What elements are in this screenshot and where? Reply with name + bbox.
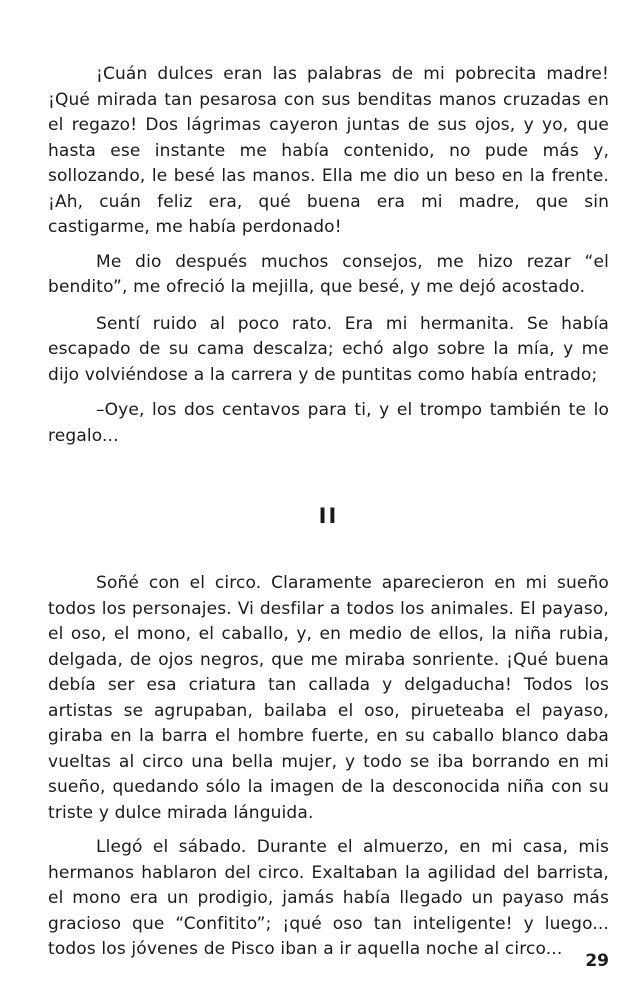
paragraph-dialogue: –Oye, los dos centavos para ti, y el trompo también te lo regalo... bbox=[48, 400, 609, 446]
paragraph-advice: Me dio después muchos consejos, me hizo rezar “el bendito”, me ofreció la mejilla, que besé, y me dejó acostado. bbox=[48, 251, 609, 297]
chapter-heading: II bbox=[318, 504, 339, 528]
paragraph-circus-dream: Soñé con el circo. Claramente aparecieron en mi sueño todos los personajes. Vi desfilar a todos los animales. El payaso, el oso, el mono, el caballo, y, en medio de ellos, la niña rubia, delgada, de ojos negros, que me miraba sonriente. ¡Qué buena debía ser esa criatura tan callada y delgaducha! Todos los artistas se agrupaban, bailaba el oso, pirueteaba el payaso, giraba en la barra el hombre fuerte, en su caballo blanco daba vueltas al circo una bella mujer, y todo se iba borrando en mi sueño, quedando sólo la imagen de la desconocida niña con su triste y dulce mirada lánguida. bbox=[48, 573, 609, 823]
paragraph-mother-forgiveness: ¡Cuán dulces eran las palabras de mi pobrecita madre! ¡Qué mirada tan pesarosa con sus benditas manos cruzadas en el regazo! Dos lágrimas cayeron juntas de sus ojos, y yo, que hasta ese instante me había contenido, no pude más y, sollozando, le besé las manos. Ella me dio un beso en la frente. ¡Ah, cuán feliz era, qué buena era mi madre, que sin castigarme, me había perdonado! bbox=[48, 64, 609, 237]
book-page bbox=[48, 62, 609, 963]
page-number: 29 bbox=[585, 951, 609, 971]
paragraph-saturday: Llegó el sábado. Durante el almuerzo, en mi casa, mis hermanos hablaron del circo. Exaltaban la agilidad del barrista, el mono era un prodigio, jamás había llegado un payaso más gracioso que “Confitito”; ¡qué oso tan inteligente! y luego... todos los jóvenes de Pisco iban a ir aquella noche al circo... bbox=[48, 837, 609, 959]
paragraph-sister: Sentí ruido al poco rato. Era mi hermanita. Se había escapado de su cama descalza; echó algo sobre la mía, y me dijo volviéndose a la carrera y de puntitas como había entrado; bbox=[48, 313, 609, 385]
